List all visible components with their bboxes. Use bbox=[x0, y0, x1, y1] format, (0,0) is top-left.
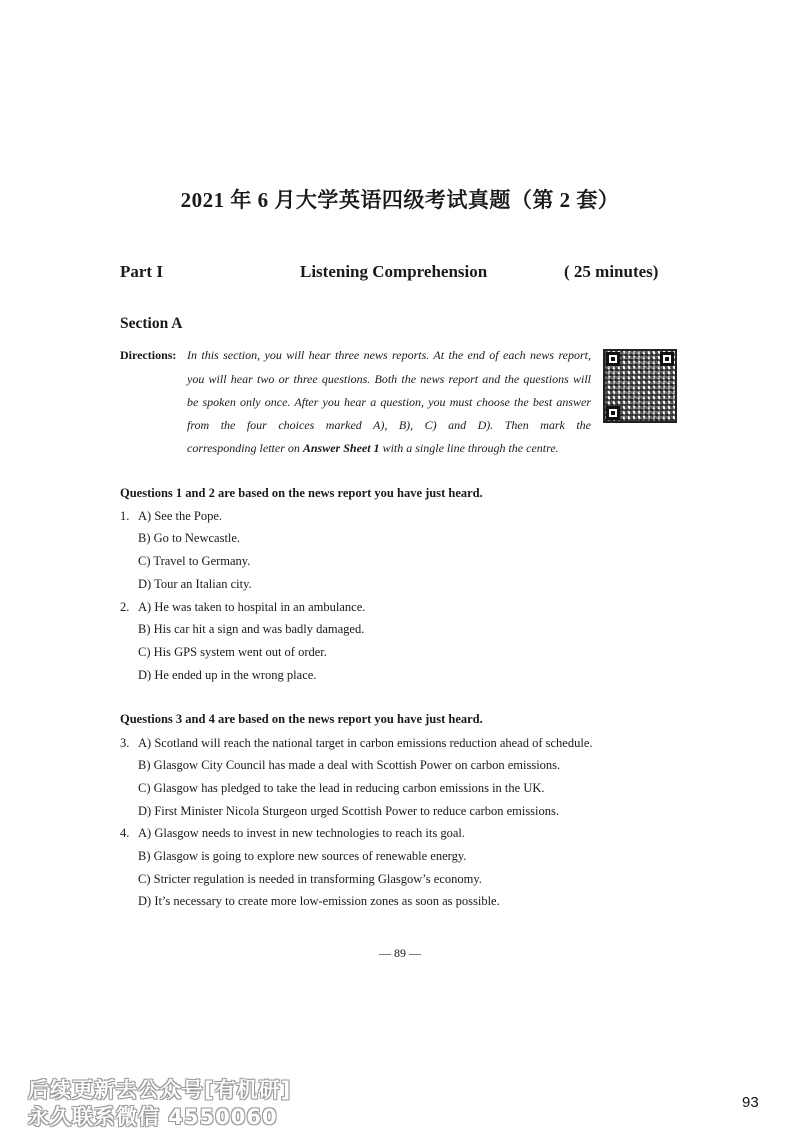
exam-title: 2021 年 6 月大学英语四级考试真题（第 2 套） bbox=[180, 188, 620, 212]
directions-last-post: with a single line through the centre. bbox=[382, 441, 559, 455]
question-group-heading: Questions 3 and 4 are based on the news report you have just heard. bbox=[120, 712, 483, 726]
answer-option: B) Glasgow is going to explore new sources of renewable energy. bbox=[138, 849, 467, 863]
directions-line: from the four choices marked A), B), C) and D). Then mark the bbox=[187, 418, 591, 432]
answer-option: C) Glasgow has pledged to take the lead in reducing carbon emissions in the UK. bbox=[138, 781, 545, 795]
directions-line: In this section, you will hear three news reports. At the end of each news report, bbox=[187, 348, 591, 362]
part-label: Part I bbox=[120, 262, 163, 281]
directions-line: you will hear two or three questions. Both the news report and the questions will bbox=[187, 372, 591, 386]
qr-finder-icon bbox=[660, 352, 674, 366]
part-time: ( 25 minutes) bbox=[564, 262, 659, 281]
question-number: 2. bbox=[120, 600, 130, 614]
answer-option: D) First Minister Nicola Sturgeon urged Scottish Power to reduce carbon emissions. bbox=[138, 804, 560, 818]
part-name: Listening Comprehension bbox=[300, 262, 488, 281]
answer-option: C) Travel to Germany. bbox=[138, 554, 251, 568]
question-number: 4. bbox=[120, 826, 130, 840]
answer-option: C) Stricter regulation is needed in transforming Glasgow’s economy. bbox=[138, 872, 482, 886]
answer-option: D) He ended up in the wrong place. bbox=[138, 668, 317, 682]
answer-option: B) Glasgow City Council has made a deal with Scottish Power on carbon emissions. bbox=[138, 758, 561, 772]
answer-option: A) Glasgow needs to invest in new technologies to reach its goal. bbox=[138, 826, 466, 840]
watermark-line: 后续更新去公众号[有机研] bbox=[28, 1078, 292, 1102]
pdf-page-number: 93 bbox=[742, 1094, 759, 1111]
watermark-line: 永久联系微信 4550060 bbox=[28, 1105, 278, 1129]
qr-code-icon bbox=[603, 349, 677, 423]
answer-option: C) His GPS system went out of order. bbox=[138, 645, 327, 659]
directions-label: Directions: bbox=[120, 348, 177, 362]
question-number: 3. bbox=[120, 736, 130, 750]
answer-option: A) Scotland will reach the national target in carbon emissions reduction ahead of schedule. bbox=[138, 736, 593, 750]
answer-option: A) He was taken to hospital in an ambulance. bbox=[138, 600, 366, 614]
qr-finder-icon bbox=[606, 406, 620, 420]
answer-option: D) Tour an Italian city. bbox=[138, 577, 252, 591]
qr-finder-icon bbox=[606, 352, 620, 366]
directions-last-line bbox=[187, 441, 591, 456]
question-group-heading: Questions 1 and 2 are based on the news report you have just heard. bbox=[120, 486, 483, 500]
section-label: Section A bbox=[120, 315, 183, 332]
answer-sheet-ref: Answer Sheet 1 bbox=[302, 441, 380, 455]
answer-option: B) Go to Newcastle. bbox=[138, 531, 241, 545]
page-number: — 89 — bbox=[379, 946, 421, 960]
answer-option: D) It’s necessary to create more low-emission zones as soon as possible. bbox=[138, 894, 500, 908]
question-number: 1. bbox=[120, 509, 130, 523]
directions-last-pre: corresponding letter on bbox=[187, 441, 300, 455]
answer-option: B) His car hit a sign and was badly damaged. bbox=[138, 622, 365, 636]
answer-option: A) See the Pope. bbox=[138, 509, 223, 523]
directions-line: be spoken only once. After you hear a question, you must choose the best answer bbox=[187, 395, 591, 409]
